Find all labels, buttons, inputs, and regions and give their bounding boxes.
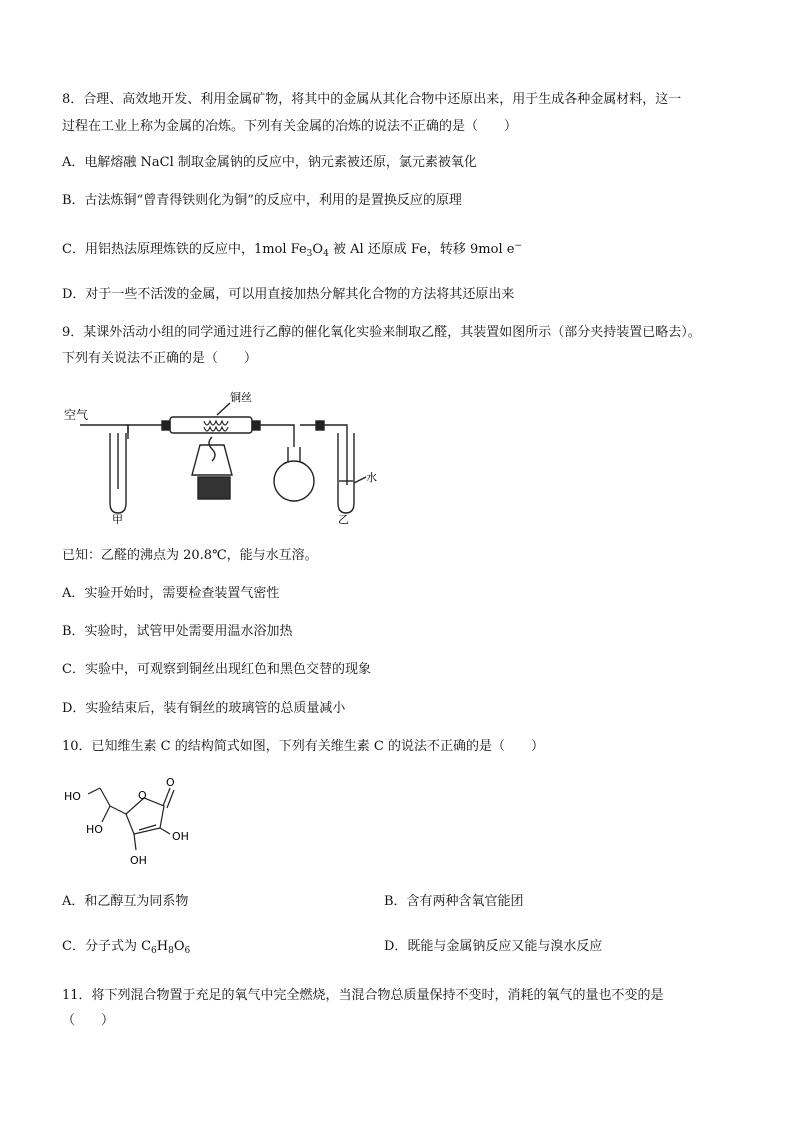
q8-option-b: B．古法炼铜“曾青得铁则化为铜”的反应中，利用的是置换反应的原理 [62, 193, 462, 208]
copper-wire-label: 铜丝 [230, 391, 252, 404]
vitamin-c-diagram [62, 770, 222, 875]
air-label: 空气 [64, 408, 89, 422]
q10-stem: 10．已知维生素 C 的结构简式如图，下列有关维生素 C 的说法不正确的是（ ） [62, 739, 544, 754]
q8-stem-line2: 过程在工业上称为金属的冶炼。下列有关金属的冶炼的说法不正确的是（ ） [62, 119, 518, 134]
q10-option-d: D．既能与金属钠反应又能与溴水反应 [384, 939, 603, 954]
copper-coil [204, 421, 228, 425]
lamp-base [198, 477, 230, 499]
ring-oxygen-label: O [138, 789, 147, 802]
q11-stem-line1: 11．将下列混合物置于充足的氧气中完全燃烧，当混合物总质量保持不变时，消耗的氧气的量也不变的是 [62, 988, 664, 1003]
q11-stem-line2: （ ） [62, 1013, 115, 1028]
q8-option-c: C．用铝热法原理炼铁的反应中，1mol $Fe_3O_4$ 被 Al 还原成 Fe，转移 9mol e− [62, 241, 522, 259]
tube-yi [338, 433, 354, 513]
oh-right-label: OH [172, 830, 189, 843]
q9-stem-line1: 9．某课外活动小组的同学通过进行乙醇的催化氧化实验来制取乙醛，其装置如图所示（部分夹持装置已略去）。 [62, 325, 701, 340]
q10-option-c: C．分子式为 $C_6H_8O_6$ [62, 939, 191, 956]
q8-option-a: A．电解熔融 NaCl 制取金属钠的反应中，钠元素被还原，氯元素被氧化 [62, 155, 477, 170]
q9-option-c: C．实验中，可观察到铜丝出现红色和黑色交替的现象 [62, 662, 371, 677]
q9-known: 已知：乙醛的沸点为 20.8℃，能与水互溶。 [62, 548, 318, 563]
apparatus-diagram [62, 385, 384, 525]
q10-option-b: B．含有两种含氧官能团 [384, 894, 524, 909]
apparatus-figure [62, 385, 384, 525]
ho-mid-label: HO [86, 823, 103, 836]
oh-bottom-label: OH [130, 854, 147, 867]
q9-option-a: A．实验开始时，需要检查装置气密性 [62, 586, 280, 601]
carbonyl-oxygen-label: O [166, 776, 175, 789]
ho-top-label: HO [64, 790, 81, 803]
q8-stem-line1: 8．合理、高效地开发、利用金属矿物，将其中的金属从其化合物中还原出来，用于生成各种金属材料，这一 [62, 92, 682, 107]
tube-yi-label: 乙 [338, 513, 349, 525]
inlet-bend [122, 425, 128, 439]
round-flask [274, 461, 314, 501]
q9-option-b: B．实验时，试管甲处需要用温水浴加热 [62, 624, 293, 639]
q9-option-d: D．实验结束后，装有铜丝的玻璃管的总质量减小 [62, 701, 346, 716]
vitamin-c-structure [62, 770, 222, 875]
glass-tube [170, 417, 252, 433]
water-label: 水 [366, 471, 377, 484]
bond-ho-ch2 [88, 788, 100, 794]
q8-option-d: D．对于一些不活泼的金属，可以用直接加热分解其化合物的方法将其还原出来 [62, 287, 515, 302]
tube-jia-label: 甲 [112, 513, 123, 525]
q9-stem-line2: 下列有关说法不正确的是（ ） [62, 351, 258, 366]
q10-option-a: A．和乙醇互为同系物 [62, 894, 189, 909]
